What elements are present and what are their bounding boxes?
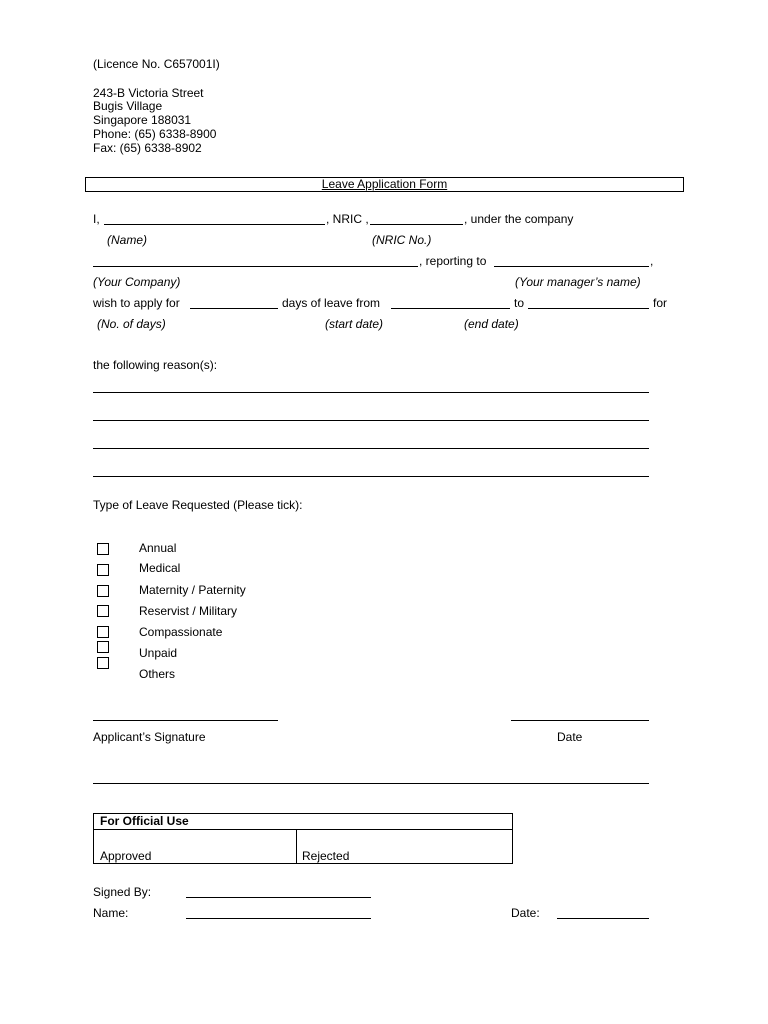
leave-type-label: Type of Leave Requested (Please tick): [93, 498, 303, 512]
signed-by-label: Signed By: [93, 885, 152, 899]
address-line-3: Singapore 188031 [93, 113, 192, 127]
licence-number: (Licence No. C657001I) [93, 57, 220, 71]
checkbox-unpaid[interactable] [97, 641, 109, 653]
checkbox-reservist-military[interactable] [97, 605, 109, 617]
official-use-title: For Official Use [100, 814, 189, 828]
nric-label: , NRIC , [326, 212, 369, 226]
checkbox-medical[interactable] [97, 564, 109, 576]
footer-date-label: Date: [511, 906, 540, 920]
applicant-signature-label: Applicant’s Signature [93, 730, 206, 744]
leave-type-reservist-military: Reservist / Military [139, 604, 238, 618]
official-use-divider [296, 829, 297, 863]
reasons-label: the following reason(s): [93, 358, 218, 372]
checkbox-others[interactable] [97, 657, 109, 669]
address-line-2: Bugis Village [93, 99, 163, 113]
official-use-table [93, 813, 513, 864]
name-hint: (Name) [107, 233, 148, 247]
company-field-line[interactable] [93, 266, 418, 267]
applicant-date-line[interactable] [511, 720, 649, 721]
section-divider [93, 783, 649, 784]
days-label: days of leave from [282, 296, 381, 310]
reason-line-4[interactable] [93, 476, 649, 477]
leave-type-unpaid: Unpaid [139, 646, 178, 660]
footer-name-label: Name: [93, 906, 129, 920]
official-use-header [94, 814, 512, 830]
rejected-cell[interactable]: Rejected [302, 849, 350, 863]
to-label: to [514, 296, 525, 310]
leave-type-maternity-paternity: Maternity / Paternity [139, 583, 246, 597]
phone-number: Phone: (65) 6338-8900 [93, 127, 217, 141]
form-title: Leave Application Form [321, 177, 448, 191]
manager-hint: (Your manager’s name) [515, 275, 641, 289]
nric-field-line[interactable] [370, 224, 463, 225]
start-date-field-line[interactable] [391, 308, 510, 309]
leave-type-medical: Medical [139, 561, 181, 575]
days-hint: (No. of days) [97, 317, 166, 331]
reason-line-1[interactable] [93, 392, 649, 393]
end-date-hint: (end date) [464, 317, 519, 331]
row1-prefix: I, [93, 212, 100, 226]
reporting-label: , reporting to [419, 254, 487, 268]
reason-line-3[interactable] [93, 448, 649, 449]
applicant-date-label: Date [557, 730, 583, 744]
fax-number: Fax: (65) 6338-8902 [93, 141, 202, 155]
address-line-1: 243-B Victoria Street [93, 86, 204, 100]
company-hint: (Your Company) [93, 275, 181, 289]
row3-prefix: wish to apply for [93, 296, 180, 310]
row1-suffix: , under the company [464, 212, 574, 226]
applicant-signature-line[interactable] [93, 720, 278, 721]
leave-type-annual: Annual [139, 541, 177, 555]
footer-name-line[interactable] [186, 918, 371, 919]
leave-type-compassionate: Compassionate [139, 625, 223, 639]
checkbox-annual[interactable] [97, 543, 109, 555]
start-date-hint: (start date) [325, 317, 384, 331]
checkbox-compassionate[interactable] [97, 626, 109, 638]
nric-hint: (NRIC No.) [372, 233, 432, 247]
manager-field-line[interactable] [494, 266, 649, 267]
approved-cell[interactable]: Approved [100, 849, 152, 863]
signed-by-line[interactable] [186, 897, 371, 898]
for-label: for [653, 296, 668, 310]
end-date-field-line[interactable] [528, 308, 649, 309]
row2-end-comma: , [650, 254, 654, 268]
form-title-box [85, 177, 684, 192]
name-field-line[interactable] [104, 224, 325, 225]
footer-date-line[interactable] [557, 918, 649, 919]
leave-type-others: Others [139, 667, 176, 681]
days-field-line[interactable] [190, 308, 278, 309]
checkbox-maternity-paternity[interactable] [97, 585, 109, 597]
reason-line-2[interactable] [93, 420, 649, 421]
